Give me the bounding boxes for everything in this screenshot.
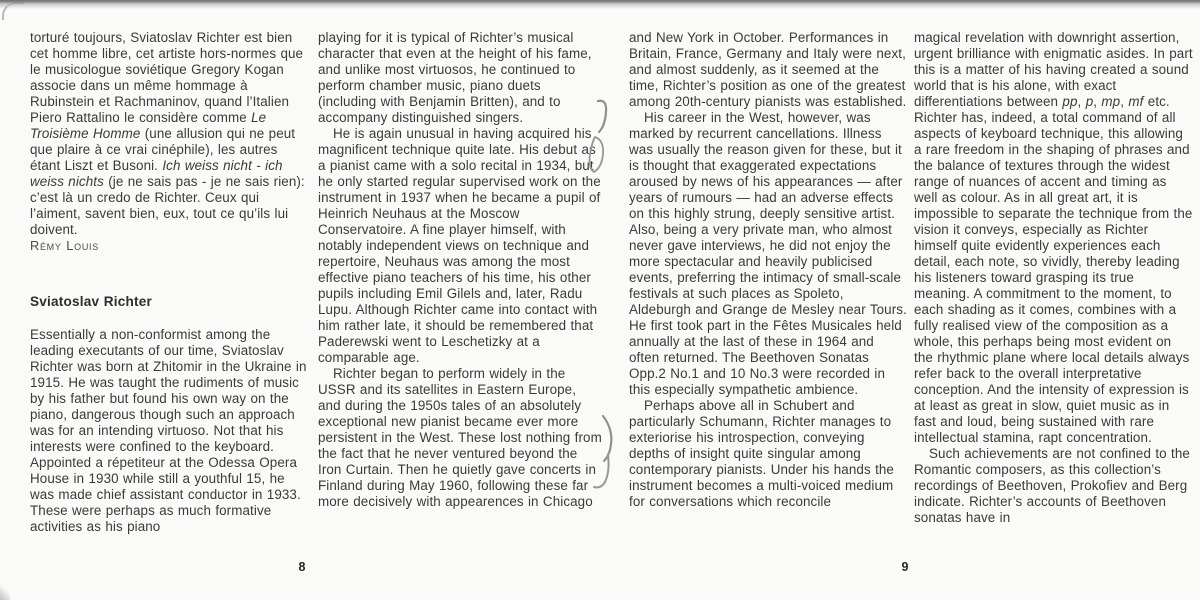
text-run: Richter began to perform widely in the USSR and its satellites in Eastern Europe, and during the 1950s tales of an absolutely exceptional new pianist became ever more persistent in the West. These lost nothing from the fact that he never ventured beyond the Iron Curtain. Then he quietly gave concerts in Finland during May 1960, following these far more decisively with appearences in Chicago <box>318 366 602 509</box>
italic-text-run: p <box>1085 94 1094 109</box>
text-run: torturé toujours, Sviatoslav Richter est bien cet homme libre, cet artiste hors-normes que le musicologue soviétique Gregory Kogan associe dans un même hommage à Rubinstein et Rachmaninov, quand l’Italien Piero Rattalino le considère comme <box>30 30 304 125</box>
italic-text-run: pp <box>1062 94 1078 109</box>
text-run: magical revelation with downright assertion, urgent brilliance with enigmatic asides. In part this is a matter of his having created a sound world that is his alone, with exact differentiations between <box>914 30 1193 109</box>
text-run: Perhaps above all in Schubert and particularly Schumann, Richter manages to exteriorise his introspection, conveying depths of insight quite singular among contemporary pianists. Under his hands the instrument becomes a multi-voiced medium for conversations which reconcile <box>629 398 894 509</box>
text-run: Such achievements are not confined to the Romantic composers, as this collection’s recordings of Beethoven, Prokofiev and Berg indicate. Richter’s accounts of Beethoven sonatas have in <box>914 446 1190 525</box>
text-run: playing for it is typical of Richter’s musical character that even at the height of his fame, and unlike most virtuosos, he continued to perform chamber music, piano duets (including with Benjamin Britten), and to accompany distinguished singers. <box>318 30 592 125</box>
paragraph <box>629 30 907 110</box>
text-run: etc. Richter has, indeed, a total command of all aspects of keyboard technique, this allowing a rare freedom in the shaping of phrases and the balance of textures through the widest range of nuances of accent and timing as well as colour. As in all great art, it is impossible to separate the technique from the vision it conveys, especially as Richter himself quite evidently experiences each detail, each note, so vividly, thereby leading his listeners toward grasping its true meaning. A commitment to the moment, to each shading as it comes, combines with a fully realised view of the composition as a whole, this perhaps being most evident on the rhythmic plane where local details always refer back to the overall interpretative conception. And the intensity of expression is at least as great in slow, quiet music as in fast and loud, being sustained with rare intellectual stamina, rapt concentration. <box>914 94 1193 445</box>
binding-staple-marks <box>578 88 638 508</box>
paragraph <box>629 398 907 510</box>
italic-text-run: Ich weiss nicht - ich weiss nichts <box>30 158 283 189</box>
page-number-right: 9 <box>901 560 909 574</box>
text-run: (je ne sais pas - je ne sais rien): c’est là un credo de Richter. Ceux qui l’aiment, savent bien, eux, tout ce qu’ils lui doivent. <box>30 174 305 237</box>
paragraph <box>914 30 1194 446</box>
page-number-left: 8 <box>298 560 306 574</box>
text-run: (une allusion qui ne peut que plaire à ce vrai cinéphile), les autres étant Liszt et Busoni. <box>30 126 296 173</box>
italic-text-run: mf <box>1128 94 1144 109</box>
staple-mark <box>598 101 606 132</box>
italic-text-run: mp <box>1101 94 1121 109</box>
staple-mark <box>590 137 604 172</box>
text-run: Essentially a non-conformist among the leading executants of our time, Sviatoslav Richter was born at Zhitomir in the Ukraine in 1915. He was taught the rudiments of music by his father but found his own way on the piano, dangerous though such an approach was for an intending virtuoso. Not that his interests were confined to the keyboard. Appointed a répetiteur at the Odessa Opera House in 1930 while still a youthful 15, he was made chief assistant conductor in 1933. These were perhaps as much formative activities as his piano <box>30 327 307 534</box>
text-run: , <box>1077 94 1086 109</box>
text-run: , <box>1120 94 1129 109</box>
paragraph <box>914 446 1194 526</box>
text-run: , <box>1093 94 1102 109</box>
text-run: He is again unusual in having acquired his magnificent technique quite late. His debut as a pianist came with a solo recital in 1934, but he only started regular supervised work on the instrument in 1937 when he became a pupil of Heinrich Neuhaus at the Moscow Conservatoire. A fine player himself, with notably independent views on technique and repertoire, Neuhaus was among the most effective piano teachers of his time, his other pupils including Emil Gilels and, later, Radu Lupu. Although Richter came into contact with him rather late, it should be remembered that Paderewski went to Leschetizky at a comparable age. <box>318 126 601 365</box>
text-column-3 <box>629 30 907 510</box>
text-run: His career in the West, however, was marked by recurrent cancellations. Illness was usually the reason given for these, but it is thought that exaggerated expectations aroused by news of his appearances — after years of rumours — had an adverse effects on this highly strung, deeply sensitive artist. Also, being a very private man, who almost never gave interviews, he did not enjoy the more spectacular and heavily publicised events, preferring the intimacy of small-scale festivals at such places as Spoleto, Aldeburgh and Grange de Mesley near Tours. He first took part in the Fêtes Musicales held annually at the last of these in 1964 and often returned. The Beethoven Sonatas Opp.2 No.1 and 10 No.3 were recorded in this especially sympathetic ambience. <box>629 110 907 397</box>
text-column-4 <box>914 30 1194 526</box>
section-heading: Sviatoslav Richter <box>30 294 152 309</box>
text-run: and New York in October. Performances in Britain, France, Germany and Italy were next, and almost suddenly, as it seemed at the time, Richter’s position as one of the greatest among 20th-century pianists was established. <box>629 30 907 109</box>
author-byline: Rémy Louis <box>30 238 99 253</box>
italic-text-run: Le Troisième Homme <box>30 110 267 141</box>
paragraph <box>629 110 907 398</box>
